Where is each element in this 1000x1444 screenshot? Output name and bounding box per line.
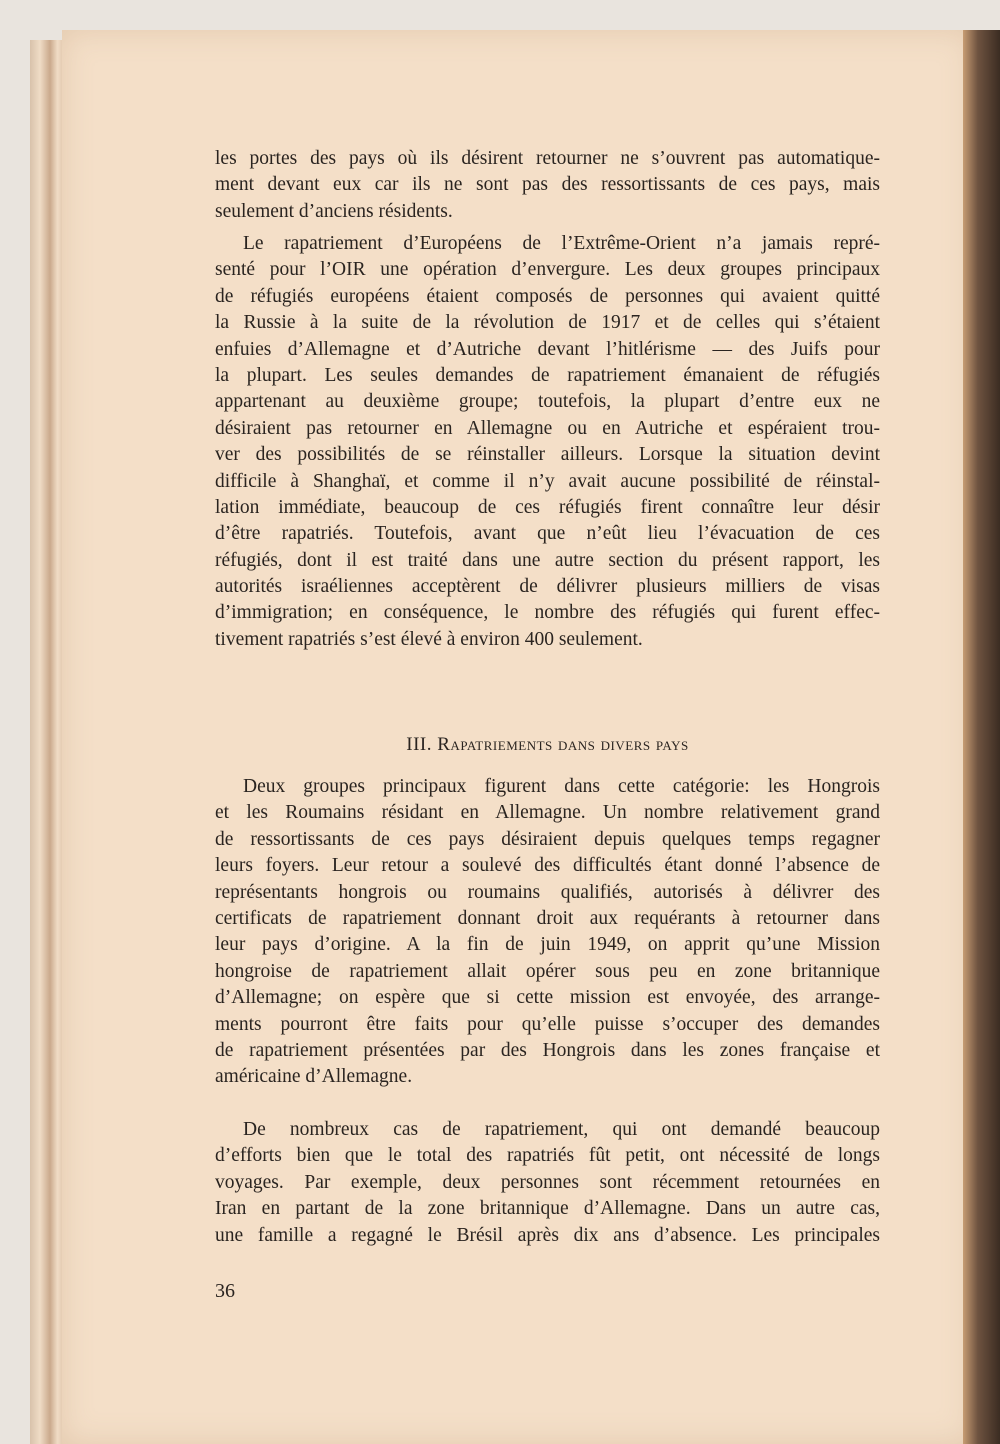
text-line: Le rapatriement d’Européens de l’Extrême-Orient n’a jamais repré- bbox=[243, 233, 880, 254]
text-line: de rapatriement présentées par des Hongrois dans les zones française et bbox=[215, 1039, 880, 1061]
paragraph bbox=[215, 1117, 880, 1249]
text-line: la plupart. Les seules demandes de rapatriement émanaient de réfugiés bbox=[215, 364, 880, 386]
book-binding-edge bbox=[963, 30, 1000, 1444]
text-line: Iran en partant de la zone britannique d’Allemagne. Dans un autre cas, bbox=[215, 1198, 880, 1220]
text-line: certificats de rapatriement donnant droit aux requérants à retourner dans bbox=[215, 907, 880, 929]
text-line: réfugiés, dont il est traité dans une autre section du présent rapport, les bbox=[215, 549, 880, 571]
paragraph bbox=[215, 146, 880, 225]
text-line: de ressortissants de ces pays désiraient depuis quelques temps regagner bbox=[215, 828, 880, 850]
text-line: d’Allemagne; on espère que si cette mission est envoyée, des arrange- bbox=[215, 987, 880, 1009]
text-line: enfuies d’Allemagne et d’Autriche devant l’hitlérisme — des Juifs pour bbox=[215, 338, 880, 360]
text-line: seulement d’anciens résidents. bbox=[215, 200, 453, 222]
text-line: désiraient pas retourner en Allemagne ou en Autriche et espéraient trou- bbox=[215, 417, 880, 439]
section-heading: III. Rapatriements dans divers pays bbox=[406, 734, 689, 755]
text-line: d’efforts bien que le total des rapatriés fût petit, ont nécessité de longs bbox=[215, 1145, 880, 1167]
text-line: d’être rapatriés. Toutefois, avant que n’eût lieu l’évacuation de ces bbox=[215, 523, 880, 545]
text-line: les portes des pays où ils désirent retourner ne s’ouvrent pas automatique- bbox=[215, 148, 880, 169]
text-line: hongroise de rapatriement allait opérer sous peu en zone britannique bbox=[215, 960, 880, 982]
text-line: ver des possibilités de se réinstaller ailleurs. Lorsque la situation devint bbox=[215, 444, 880, 466]
text-line: difficile à Shanghaï, et comme il n’y avait aucune possibilité de réinstal- bbox=[215, 470, 880, 492]
page-number: 36 bbox=[215, 1280, 235, 1302]
text-line: senté pour l’OIR une opération d’envergure. Les deux groupes principaux bbox=[215, 259, 880, 281]
text-line: ment devant eux car ils ne sont pas des ressortissants de ces pays, mais bbox=[215, 174, 880, 196]
text-line: la Russie à la suite de la révolution de 1917 et de celles qui s’étaient bbox=[215, 312, 880, 334]
paragraph bbox=[215, 231, 880, 653]
text-line: leurs foyers. Leur retour a soulevé des difficultés étant donné l’absence de bbox=[215, 855, 880, 877]
text-line: tivement rapatriés s’est élevé à environ 400 seulement. bbox=[215, 628, 643, 650]
text-line: voyages. Par exemple, deux personnes sont récemment retournées en bbox=[215, 1171, 880, 1193]
text-line: américaine d’Allemagne. bbox=[215, 1066, 413, 1088]
paragraph bbox=[215, 774, 880, 1091]
text-line: leur pays d’origine. A la fin de juin 1949, on apprit qu’une Mission bbox=[215, 934, 880, 956]
text-line: une famille a regagné le Brésil après dix ans d’absence. Les principales bbox=[215, 1224, 880, 1246]
text-line: lation immédiate, beaucoup de ces réfugiés firent connaître leur désir bbox=[215, 496, 880, 518]
text-line: De nombreux cas de rapatriement, qui ont demandé beaucoup bbox=[243, 1119, 880, 1140]
text-line: Deux groupes principaux figurent dans cette catégorie: les Hongrois bbox=[243, 776, 880, 797]
text-line: et les Roumains résidant en Allemagne. Un nombre relativement grand bbox=[215, 802, 880, 824]
text-line: d’immigration; en conséquence, le nombre des réfugiés qui furent effec- bbox=[215, 602, 880, 624]
text-line: représentants hongrois ou roumains qualifiés, autorisés à délivrer des bbox=[215, 881, 880, 903]
text-line: autorités israéliennes acceptèrent de délivrer plusieurs milliers de visas bbox=[215, 576, 880, 598]
text-line: appartenant au deuxième groupe; toutefois, la plupart d’entre eux ne bbox=[215, 391, 880, 413]
text-line: ments pourront être faits pour qu’elle puisse s’occuper des demandes bbox=[215, 1013, 880, 1035]
text-line: de réfugiés européens étaient composés de personnes qui avaient quitté bbox=[215, 285, 880, 307]
